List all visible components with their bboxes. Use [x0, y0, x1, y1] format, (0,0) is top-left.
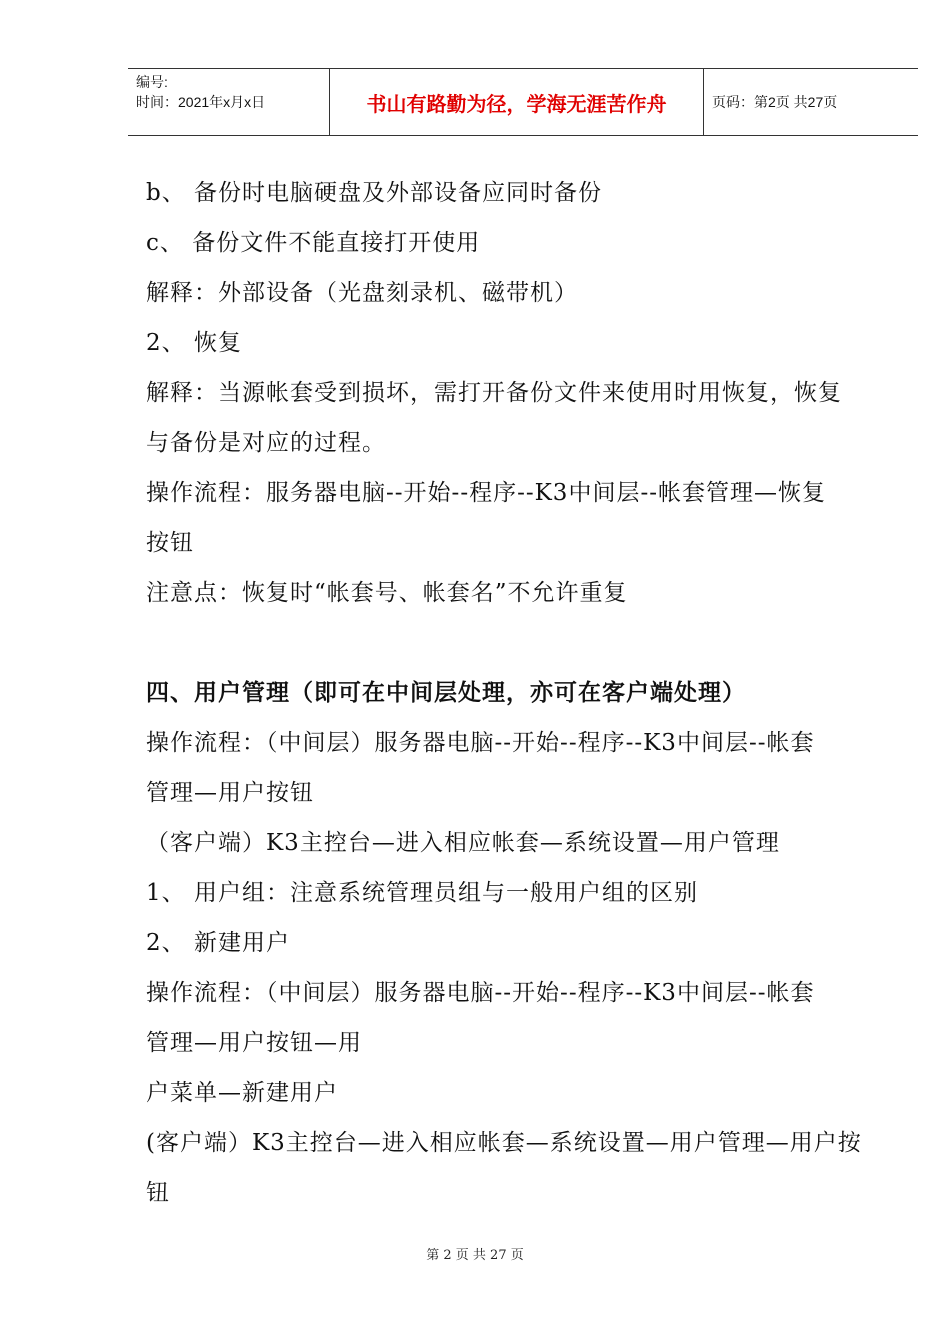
- serial-label: 编号:: [136, 74, 168, 90]
- text-line: 注意点：恢复时“帐套号、帐套名”不允许重复: [146, 580, 628, 606]
- text-line: 按钮: [146, 530, 194, 556]
- header-meta: [128, 69, 330, 135]
- text-line: 钮: [146, 1180, 170, 1206]
- section-heading: 四、用户管理（即可在中间层处理，亦可在客户端处理）: [146, 680, 746, 706]
- text-line: c、 备份文件不能直接打开使用: [146, 230, 481, 256]
- text-line: (客户端）K3主控台—进入相应帐套—系统设置—用户管理—用户按: [146, 1130, 862, 1156]
- header-page-label: 页码：第2页 共27页: [712, 94, 838, 110]
- text-line: 操作流程：（中间层）服务器电脑--开始--程序--K3中间层--帐套: [146, 730, 815, 756]
- text-line: b、 备份时电脑硬盘及外部设备应同时备份: [146, 180, 603, 206]
- text-line: 1、 用户组：注意系统管理员组与一般用户组的区别: [146, 880, 698, 906]
- text-line: 解释：外部设备（光盘刻录机、磁带机）: [146, 280, 578, 306]
- time-label: 时间：2021年x月x日: [136, 94, 266, 110]
- text-line: 2、 新建用户: [146, 930, 290, 956]
- header-motto: 书山有路勤为径，学海无涯苦作舟: [330, 69, 704, 135]
- text-line: 户菜单—新建用户: [146, 1080, 338, 1106]
- text-line: 操作流程：（中间层）服务器电脑--开始--程序--K3中间层--帐套: [146, 980, 815, 1006]
- text-line: 解释：当源帐套受到损坏，需打开备份文件来使用时用恢复，恢复: [146, 380, 842, 406]
- text-line: 与备份是对应的过程。: [146, 430, 386, 456]
- page-header: [128, 68, 918, 136]
- page-footer: 第 2 页 共 27 页: [426, 1248, 524, 1263]
- text-line: （客户端）K3主控台—进入相应帐套—系统设置—用户管理: [146, 830, 780, 856]
- text-line: 管理—用户按钮—用: [146, 1030, 362, 1056]
- text-line: 2、 恢复: [146, 330, 242, 356]
- text-line: 管理—用户按钮: [146, 780, 314, 806]
- text-line: 操作流程：服务器电脑--开始--程序--K3中间层--帐套管理—恢复: [146, 480, 826, 506]
- document-body: [146, 168, 906, 1218]
- blank-line: [146, 618, 906, 668]
